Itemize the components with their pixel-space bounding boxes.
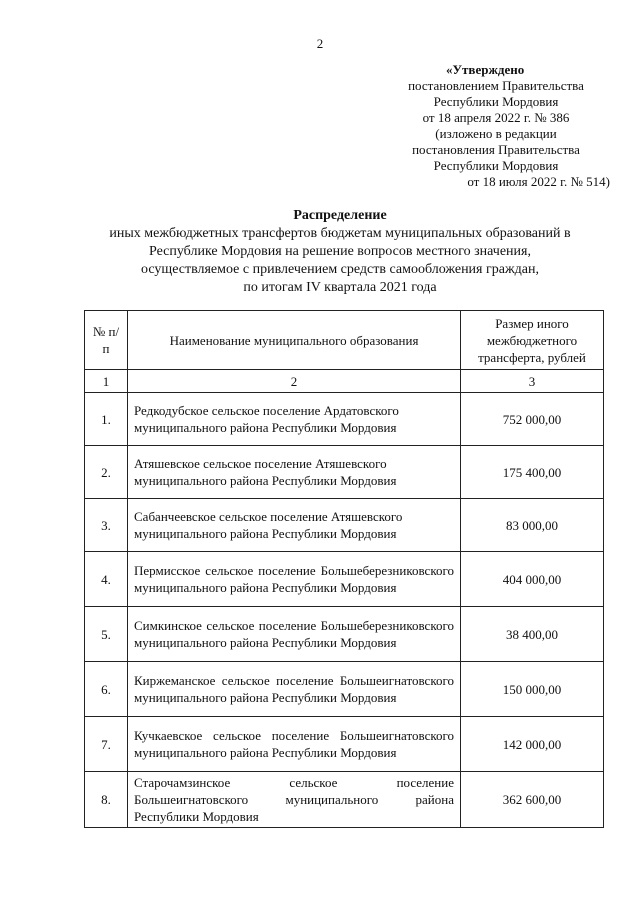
header-amount: Размер иного межбюджетного трансферта, рублей — [461, 311, 604, 370]
table-row — [85, 772, 604, 828]
row-name: Киржеманское сельское поселение Большеигнатовского муниципального района Республики Мордовия — [128, 662, 461, 717]
header-name: Наименование муниципального образования — [128, 311, 461, 370]
row-num: 6. — [85, 662, 128, 717]
title-main: Распределение — [293, 208, 387, 223]
table-row — [85, 607, 604, 662]
row-num: 1. — [85, 393, 128, 446]
row-num: 2. — [85, 446, 128, 499]
row-num: 4. — [85, 552, 128, 607]
row-amount: 83 000,00 — [461, 499, 604, 552]
document-title — [60, 207, 620, 297]
row-num: 3. — [85, 499, 128, 552]
approval-line: (изложено в редакции — [435, 126, 557, 141]
row-amount: 404 000,00 — [461, 552, 604, 607]
index-cell: 2 — [128, 370, 461, 393]
table-row — [85, 717, 604, 772]
distribution-table — [84, 310, 604, 828]
page-number: 2 — [316, 36, 324, 51]
row-num: 7. — [85, 717, 128, 772]
index-cell: 3 — [461, 370, 604, 393]
table-row — [85, 393, 604, 446]
approval-line: Республики Мордовия — [433, 158, 559, 173]
table-row — [85, 552, 604, 607]
table-header-row — [85, 311, 604, 370]
row-amount: 362 600,00 — [461, 772, 604, 828]
title-subline: Республике Мордовия на решение вопросов местного значения, — [149, 244, 531, 259]
approval-line: постановлением Правительства — [408, 78, 584, 93]
row-name: Редкодубское сельское поселение Ардатовского муниципального района Республики Мордовия — [128, 393, 461, 446]
approval-line: Республики Мордовия — [433, 94, 559, 109]
row-num: 5. — [85, 607, 128, 662]
approval-block — [380, 62, 612, 190]
row-amount: 752 000,00 — [461, 393, 604, 446]
table-row — [85, 499, 604, 552]
row-name: Сабанчеевское сельское поселение Атяшевского муниципального района Республики Мордовия — [128, 499, 461, 552]
title-subline: осуществляемое с привлечением средств самообложения граждан, — [141, 262, 539, 277]
row-amount: 150 000,00 — [461, 662, 604, 717]
row-name: Кучкаевское сельское поселение Большеигнатовского муниципального района Республики Мордовия — [128, 717, 461, 772]
row-name: Пермисское сельское поселение Большеберезниковского муниципального района Республики Мордовия — [128, 552, 461, 607]
table-row — [85, 446, 604, 499]
row-amount: 142 000,00 — [461, 717, 604, 772]
approval-title: «Утверждено — [446, 62, 525, 77]
header-num: № п/п — [85, 311, 128, 370]
approval-line: постановления Правительства — [412, 142, 580, 157]
row-amount: 38 400,00 — [461, 607, 604, 662]
title-subline: иных межбюджетных трансфертов бюджетам муниципальных образований в — [109, 226, 571, 241]
title-subline: по итогам IV квартала 2021 года — [243, 280, 437, 295]
row-name: Старочамзинское сельское поселение Большеигнатовского муниципального района Республики Мордовия — [128, 772, 461, 828]
approval-line: от 18 июля 2022 г. № 514) — [467, 174, 610, 189]
table-row — [85, 662, 604, 717]
row-amount: 175 400,00 — [461, 446, 604, 499]
row-name: Симкинское сельское поселение Большеберезниковского муниципального района Республики Мордовия — [128, 607, 461, 662]
table-index-row — [85, 370, 604, 393]
approval-line: от 18 апреля 2022 г. № 386 — [422, 110, 570, 125]
index-cell: 1 — [85, 370, 128, 393]
row-num: 8. — [85, 772, 128, 828]
row-name: Атяшевское сельское поселение Атяшевского муниципального района Республики Мордовия — [128, 446, 461, 499]
